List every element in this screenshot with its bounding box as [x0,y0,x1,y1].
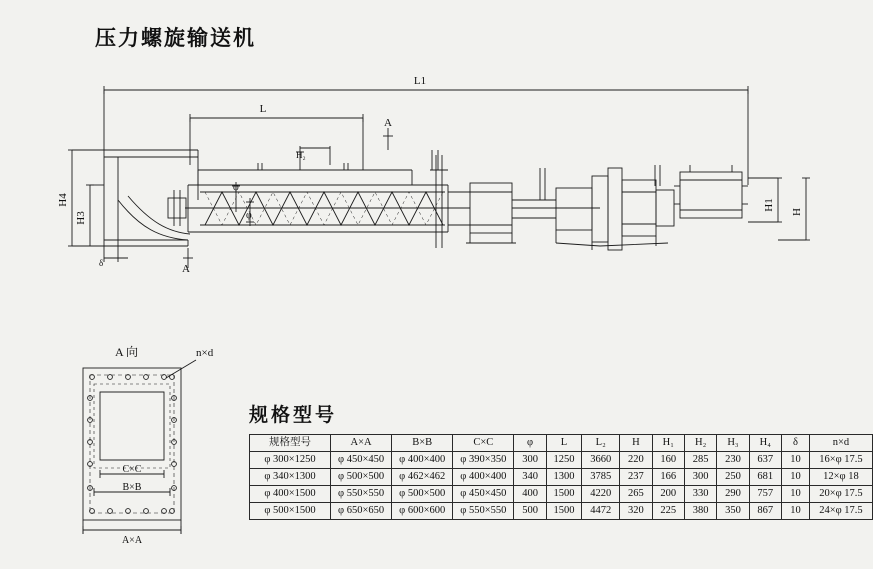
cell-H1: 166 [652,469,684,486]
label-phi-2: φ [246,210,252,221]
label-nxd-callout: n×d [196,347,214,359]
label-view-A: A 向 [115,345,139,359]
label-H2-top: H₂ [296,150,306,160]
th-type: 规格型号 [250,435,331,452]
cell-L2: 3660 [582,452,620,469]
th-phi: φ [514,435,546,452]
cell-phi: 300 [514,452,546,469]
cell-L2: 4220 [582,486,620,503]
spec-table [249,434,873,520]
cell-cc: φ 400×400 [453,469,514,486]
table-row [250,503,873,520]
th-H3: H₃ [717,435,749,452]
cell-H1: 225 [652,503,684,520]
table-title: 规格型号 [249,404,338,426]
cell-H2: 300 [684,469,716,486]
cell-L2: 3785 [582,469,620,486]
th-bb: B×B [392,435,453,452]
table-row [250,486,873,503]
cell-type: φ 300×1250 [250,452,331,469]
cell-delta: 10 [781,486,809,503]
cell-bb: φ 400×400 [392,452,453,469]
page-title: 压力螺旋输送机 [95,26,256,50]
cell-type: φ 500×1500 [250,503,331,520]
cell-phi: 400 [514,486,546,503]
label-phi-1: φ [233,182,239,193]
th-aa: A×A [331,435,392,452]
label-H1: H1 [763,198,775,212]
cell-delta: 10 [781,469,809,486]
cell-L: 1500 [546,486,581,503]
cell-phi: 500 [514,503,546,520]
table-row [250,469,873,486]
cell-aa: φ 550×550 [331,486,392,503]
cell-L: 1250 [546,452,581,469]
cell-H3: 290 [717,486,749,503]
cell-nxd: 12×φ 18 [809,469,872,486]
cell-H4: 681 [749,469,781,486]
cell-H: 265 [620,486,652,503]
cell-H1: 200 [652,486,684,503]
cell-H: 237 [620,469,652,486]
th-nxd: n×d [809,435,872,452]
cell-cc: φ 450×450 [453,486,514,503]
label-H4: H4 [57,193,69,207]
cell-aa: φ 650×650 [331,503,392,520]
table-row [250,452,873,469]
cell-bb: φ 600×600 [392,503,453,520]
cell-H3: 350 [717,503,749,520]
table-header-row [250,435,873,452]
cell-L2: 4472 [582,503,620,520]
cell-H4: 637 [749,452,781,469]
label-L1: L1 [413,75,427,87]
cell-H4: 757 [749,486,781,503]
cell-L: 1500 [546,503,581,520]
cell-H4: 867 [749,503,781,520]
label-BxB: B×B [122,482,142,493]
th-H1: H₁ [652,435,684,452]
cell-H: 220 [620,452,652,469]
label-H: H [791,208,803,216]
label-AxA: A×A [121,535,143,546]
label-H3: H3 [75,211,87,225]
cell-H3: 230 [717,452,749,469]
cell-bb: φ 500×500 [392,486,453,503]
cell-aa: φ 500×500 [331,469,392,486]
cell-L: 1300 [546,469,581,486]
label-A-top: A [384,117,392,129]
cell-type: φ 400×1500 [250,486,331,503]
cell-type: φ 340×1300 [250,469,331,486]
cell-delta: 10 [781,452,809,469]
th-cc: C×C [453,435,514,452]
th-H: H [620,435,652,452]
cell-nxd: 20×φ 17.5 [809,486,872,503]
cell-H3: 250 [717,469,749,486]
cell-aa: φ 450×450 [331,452,392,469]
th-L: L [546,435,581,452]
label-L: L [259,103,267,115]
cell-H: 320 [620,503,652,520]
cell-H2: 285 [684,452,716,469]
cell-nxd: 24×φ 17.5 [809,503,872,520]
cell-nxd: 16×φ 17.5 [809,452,872,469]
cell-delta: 10 [781,503,809,520]
cell-cc: φ 550×550 [453,503,514,520]
cell-H2: 330 [684,486,716,503]
th-H2: H₂ [684,435,716,452]
cell-H2: 380 [684,503,716,520]
cell-phi: 340 [514,469,546,486]
th-L2: L₂ [582,435,620,452]
cell-bb: φ 462×462 [392,469,453,486]
label-delta: δ [99,258,104,268]
th-H4: H₄ [749,435,781,452]
cell-H1: 160 [652,452,684,469]
label-A-bottom: A [182,263,190,275]
cell-cc: φ 390×350 [453,452,514,469]
th-delta: δ [781,435,809,452]
label-CxC: C×C [122,464,142,475]
